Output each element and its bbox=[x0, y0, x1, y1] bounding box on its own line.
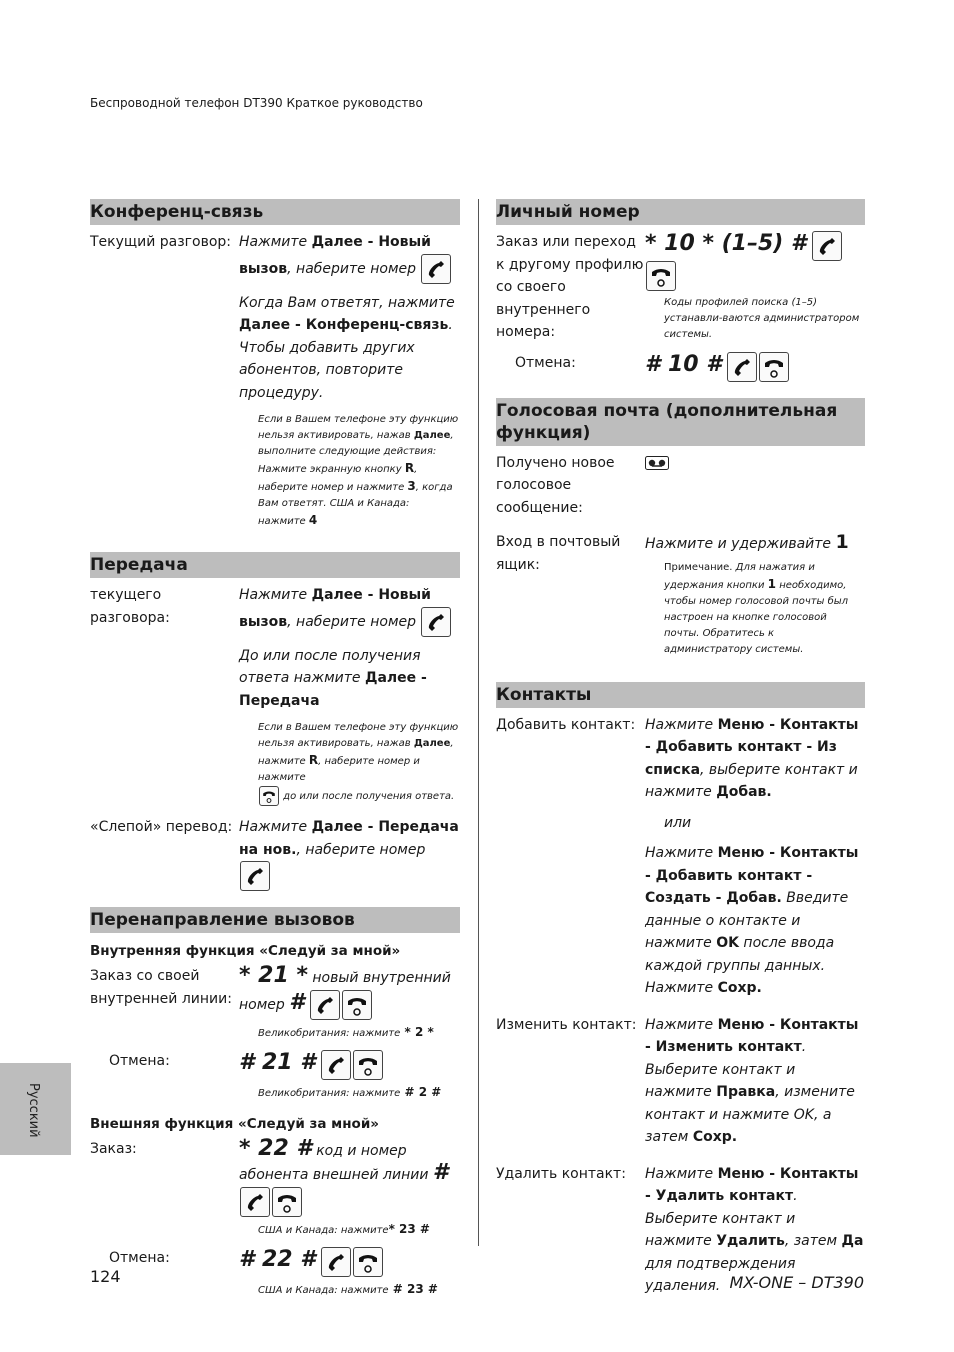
contacts-edit-instructions: Нажмите Меню - Контакты - Изменить контакт. Выберите контакт и нажмите Правка, измените контакт и нажмите OK, а затем Сохр. bbox=[645, 1016, 859, 1145]
internal-order-label: Заказ со своей внутренней линии: bbox=[90, 968, 232, 1007]
page-header: Беспроводной телефон DT390 Краткое руководство bbox=[90, 96, 423, 110]
language-tab-label: Русский bbox=[26, 1083, 41, 1138]
subtitle-internal-follow-me: Внутренняя функция «Следуй за мной» bbox=[90, 943, 401, 959]
voicemail-new-row bbox=[496, 452, 865, 520]
personal-order-row bbox=[496, 231, 865, 344]
contacts-or: или bbox=[664, 814, 692, 831]
external-cancel-instructions: # 22 # bbox=[239, 1247, 460, 1277]
internal-cancel-instructions: # 21 # bbox=[239, 1050, 460, 1080]
personal-order-note: Коды профилей поиска (1–5) устанавли-ваются администратором системы. bbox=[664, 297, 860, 340]
conference-label: Текущий разговор: bbox=[90, 234, 231, 250]
right-column bbox=[496, 199, 865, 1306]
internal-cancel-note: Великобритания: нажмите # 2 # bbox=[258, 1084, 442, 1099]
external-order-note: США и Канада: нажмите* 23 # bbox=[258, 1221, 430, 1236]
contacts-add-row bbox=[496, 714, 865, 1008]
contacts-add-label: Добавить контакт: bbox=[496, 716, 636, 733]
subtitle-external-follow-me: Внешняя функция «Следуй за мной» bbox=[90, 1115, 379, 1132]
phone-onhook-icon bbox=[353, 1050, 383, 1080]
phone-offhook-icon bbox=[240, 1187, 270, 1217]
section-title-voicemail: Голосовая почта (дополнительная функция) bbox=[496, 398, 865, 446]
contacts-edit-row bbox=[496, 1014, 865, 1157]
section-title-forwarding: Перенаправление вызовов bbox=[90, 907, 460, 933]
section-title-transfer: Передача bbox=[90, 552, 460, 578]
phone-offhook-icon bbox=[727, 352, 757, 382]
internal-order-instructions: * 21 * новый внутренний номер # bbox=[239, 965, 460, 1020]
voicemail-new-indicator bbox=[645, 452, 865, 520]
external-cancel-label: Отмена: bbox=[109, 1249, 170, 1266]
voicemail-enter-instructions: Нажмите и удерживайте 1 Примечание. Для нажатия и удержания кнопки 1 необходимо, чтобы номер голосовой почты был настроен на кнопке голосовой почты. Обратитесь к администратору системы. bbox=[645, 531, 865, 658]
conference-instructions: Нажмите Далее - Новый вызов, наберите номер Когда Вам ответят, нажмите Далее - Конференц-связь. Чтобы добавить других абонентов, повторите процедуру. bbox=[239, 234, 455, 401]
phone-offhook-icon bbox=[421, 254, 451, 284]
blind-transfer-row bbox=[90, 816, 460, 891]
contacts-edit-label: Изменить контакт: bbox=[496, 1016, 637, 1033]
personal-cancel-row bbox=[496, 352, 865, 382]
phone-onhook-icon bbox=[353, 1247, 383, 1277]
phone-offhook-icon bbox=[812, 231, 842, 261]
external-cancel-row bbox=[90, 1247, 460, 1277]
contacts-add-instructions: Нажмите Меню - Контакты - Добавить контакт - Из списка, выберите контакт и нажмите Добав. или Нажмите Меню - Контакты - Добавить контакт - Создать - Добав. Введите данные о контакте и нажмите OK после ввода каждой группы данных. Нажмите Сохр. bbox=[645, 714, 865, 1008]
phone-onhook-icon bbox=[259, 786, 279, 806]
voicemail-note: Примечание. Для нажатия и удержания кнопки 1 необходимо, чтобы номер голосовой почты был настроен на кнопке голосовой почты. Обратитесь к администратору системы. bbox=[664, 561, 849, 655]
external-order-instructions: * 22 # код и номер абонента внешней линии # bbox=[239, 1138, 460, 1217]
section-title-contacts: Контакты bbox=[496, 682, 865, 708]
personal-cancel-instructions: # 10 # bbox=[645, 352, 865, 382]
transfer-instructions: Нажмите Далее - Новый вызов, наберите номер До или после получения ответа нажмите Далее - Передача bbox=[239, 584, 460, 720]
phone-onhook-icon bbox=[759, 352, 789, 382]
section-title-conference: Конференц-связь bbox=[90, 199, 460, 225]
phone-onhook-icon bbox=[342, 990, 372, 1020]
phone-offhook-icon bbox=[321, 1247, 351, 1277]
blind-transfer-instructions: Нажмите Далее - Передача на нов., наберите номер bbox=[239, 816, 460, 891]
phone-offhook-icon bbox=[310, 990, 340, 1020]
language-tab bbox=[0, 1063, 71, 1155]
section-title-personal-number: Личный номер bbox=[496, 199, 865, 225]
internal-cancel-label: Отмена: bbox=[109, 1052, 170, 1069]
blind-transfer-label: «Слепой» перевод: bbox=[90, 819, 233, 835]
voicemail-enter-row bbox=[496, 531, 865, 658]
phone-offhook-icon bbox=[321, 1050, 351, 1080]
personal-order-label: Заказ или переход к другому профилю со своего внутреннего номера: bbox=[496, 234, 644, 340]
personal-cancel-label: Отмена: bbox=[515, 354, 576, 371]
conference-note: Если в Вашем телефоне эту функцию нельзя активировать, нажав Далее, выполните следующие действия: Нажмите экранную кнопку R, наберите номер и нажмите 3, когда Вам ответят. США и Канада: нажмите 4 bbox=[258, 414, 459, 527]
conference-row bbox=[90, 231, 460, 412]
page-number: 124 bbox=[90, 1267, 121, 1286]
phone-offhook-icon bbox=[421, 607, 451, 637]
contacts-delete-label: Удалить контакт: bbox=[496, 1165, 626, 1182]
transfer-note: Если в Вашем телефоне эту функцию нельзя активировать, нажав Далее, нажмите R, наберите номер и нажмите до или после получения ответа. bbox=[90, 720, 460, 806]
internal-order-row bbox=[90, 965, 460, 1020]
internal-order-note: Великобритания: нажмите * 2 * bbox=[258, 1024, 434, 1039]
transfer-label: текущего разговора: bbox=[90, 587, 170, 626]
voicemail-enter-label: Вход в почтовый ящик: bbox=[496, 534, 621, 573]
external-order-label: Заказ: bbox=[90, 1140, 137, 1157]
product-model: MX-ONE – DT390 bbox=[729, 1273, 864, 1292]
voicemail-icon bbox=[645, 456, 669, 470]
transfer-row bbox=[90, 584, 460, 720]
voicemail-new-label: Получено новое голосовое сообщение: bbox=[496, 454, 615, 516]
column-divider bbox=[478, 199, 479, 1246]
phone-onhook-icon bbox=[272, 1187, 302, 1217]
external-order-row bbox=[90, 1135, 460, 1217]
left-column bbox=[90, 199, 460, 1299]
phone-offhook-icon bbox=[240, 861, 270, 891]
personal-order-instructions: * 10 * (1–5) # Коды профилей поиска (1–5) устанавли-ваются администратором системы. bbox=[645, 231, 865, 344]
external-cancel-note: США и Канада: нажмите # 23 # bbox=[258, 1281, 438, 1296]
internal-cancel-row bbox=[90, 1050, 460, 1080]
phone-onhook-icon bbox=[646, 261, 676, 291]
contacts-delete-instructions: Нажмите Меню - Контакты - Удалить контакт. Выберите контакт и нажмите Удалить, затем Да для подтверждения удаления. bbox=[645, 1165, 864, 1294]
